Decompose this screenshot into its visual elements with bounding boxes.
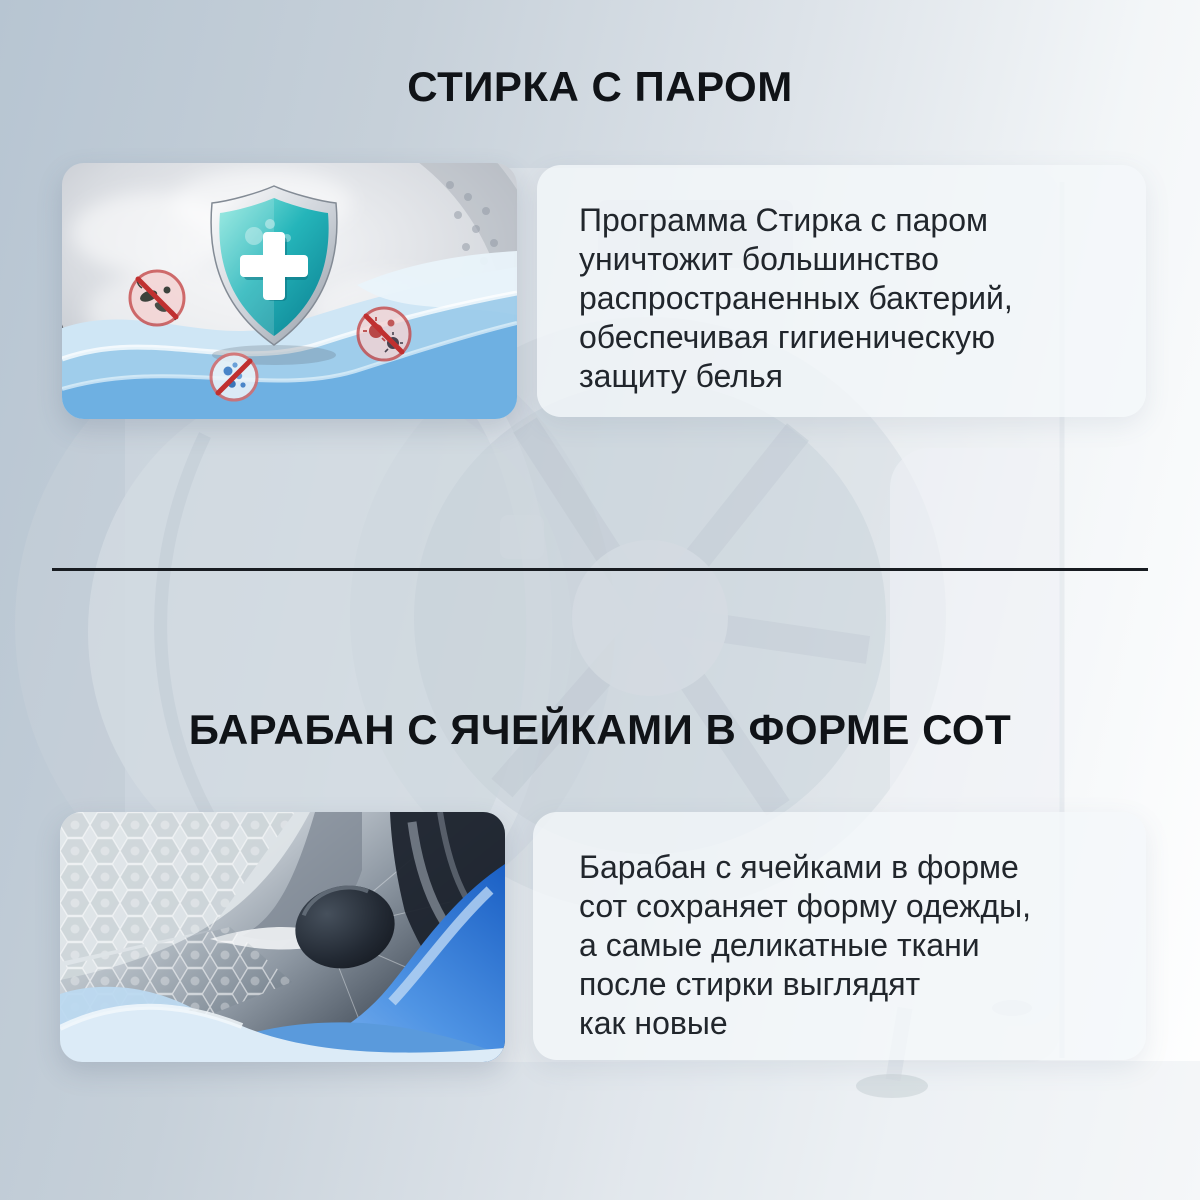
- honeycomb-drum-description-card: [533, 812, 1146, 1060]
- steam-wash-heading: СТИРКА С ПАРОМ: [407, 63, 793, 110]
- description-line: после стирки выглядят: [579, 966, 921, 1002]
- description-line: Программа Стирка с паром: [579, 202, 988, 238]
- description-line: распространенных бактерий,: [579, 280, 1013, 316]
- honeycomb-drum-image: [60, 812, 505, 1062]
- no-bacteria-icon: [130, 271, 184, 325]
- honeycomb-drum-illustration: [60, 812, 505, 1062]
- description-line: защиту белья: [579, 358, 783, 394]
- description-line: а самые деликатные ткани: [579, 927, 980, 963]
- section-divider: [52, 568, 1148, 571]
- description-line: обеспечивая гигиеническую: [579, 319, 996, 355]
- description-line: Барабан с ячейками в форме: [579, 849, 1019, 885]
- no-virus-icon: [358, 308, 410, 360]
- description-line: как новые: [579, 1005, 728, 1041]
- washer-leg-ghost: [856, 1074, 928, 1098]
- honeycomb-drum-heading: БАРАБАН С ЯЧЕЙКАМИ В ФОРМЕ СОТ: [188, 706, 1012, 753]
- steam-wash-image: [62, 163, 517, 419]
- door-hinge-ghost: [500, 515, 544, 559]
- steam-wash-description-card: [537, 165, 1146, 417]
- description-line: уничтожит большинство: [579, 241, 939, 277]
- steam-drum-illustration: [62, 163, 517, 419]
- no-microbes-icon: [211, 354, 257, 400]
- description-line: сот сохраняет форму одежды,: [579, 888, 1032, 924]
